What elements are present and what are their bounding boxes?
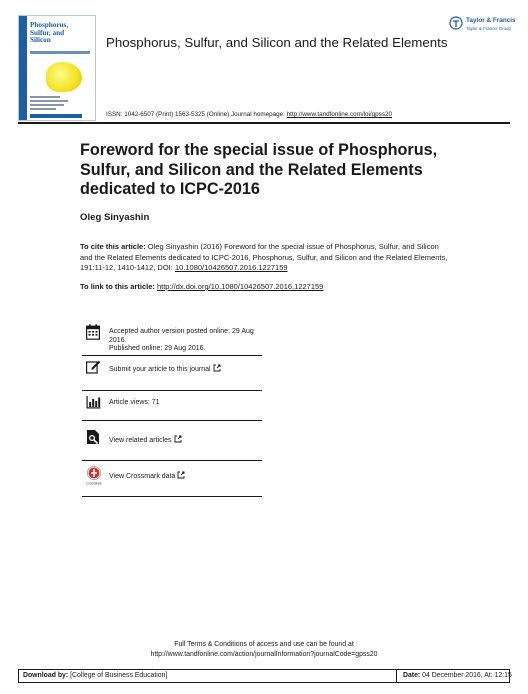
info-row-dates: [82, 318, 262, 356]
calendar-icon: [86, 324, 100, 340]
article-title: Foreword for the special issue of Phosphorus, Sulfur, and Silicon and the Related Elements dedicated to ICPC-2016: [80, 141, 438, 198]
cover-text-line: [30, 104, 64, 106]
cover-title: Phosphorus, Sulfur, and Silicon: [30, 21, 69, 45]
download-value: [College of Business Education]: [68, 672, 168, 679]
article-doi-link[interactable]: http://dx.doi.org/10.1080/10426507.2016.1227159: [156, 282, 324, 291]
publisher-group: Taylor & Francis Group: [466, 26, 511, 31]
journal-title: Phosphorus, Sulfur, and Silicon and the Related Elements: [106, 35, 448, 50]
article-link-line: [80, 282, 323, 291]
cite-doi-link[interactable]: 10.1080/10426507.2016.1227159: [174, 263, 288, 273]
cover-publisher-strip: [30, 114, 82, 118]
header-rule: [18, 122, 510, 124]
cover-text-line: [30, 100, 68, 102]
edit-icon: [86, 360, 101, 374]
link-label: To link to this article:: [80, 282, 157, 291]
submit-article-link[interactable]: Submit your article to this journal: [109, 364, 221, 375]
crossmark-link[interactable]: View Crossmark data: [109, 471, 185, 482]
date-label: Date:: [403, 672, 421, 679]
download-date: [403, 672, 512, 679]
info-row-related[interactable]: [82, 420, 262, 461]
info-row-submit[interactable]: [82, 355, 262, 391]
publisher-name: Taylor & Francis: [466, 17, 516, 24]
cover-text-line: [30, 96, 60, 98]
external-link-icon: [213, 364, 221, 372]
download-by: [23, 672, 167, 679]
terms-url[interactable]: http://www.tandfonline.com/action/journalInformation?journalCode=gpss20: [150, 650, 378, 658]
issn-line: [106, 111, 392, 118]
cover-text-line: [30, 108, 56, 110]
info-row-crossmark[interactable]: [82, 460, 262, 497]
author-name: Oleg Sinyashin: [80, 212, 150, 223]
cover-band: [19, 16, 27, 120]
terms-notice: [0, 640, 528, 659]
external-link-icon: [177, 471, 185, 479]
cover-crystal-image: [46, 62, 82, 92]
download-footer: [18, 669, 510, 683]
dates-text: [109, 328, 261, 354]
cite-text: Oleg Sinyashin (2016) Foreword for the special issue of Phosphorus, Sulfur, and Silicon and the Related Elements dedicated to ICPC-2016, Phosphorus, Sulfur, and Silicon and the Related Elements, 191:11-12, 1410-1412, DOI:: [80, 242, 448, 273]
download-label: Download by:: [23, 672, 69, 679]
crossmark-icon: [86, 466, 102, 486]
related-articles-link[interactable]: View related articles: [109, 435, 182, 446]
date-value: 04 December 2016, At: 12:15: [420, 672, 512, 679]
article-views: Article views: 71: [109, 399, 160, 406]
accepted-date: Accepted author version posted online: 29 Aug 2016.: [109, 328, 254, 344]
bar-chart-icon: [86, 396, 101, 409]
crossmark-caption: CrossMark: [86, 481, 102, 486]
published-date: Published online: 29 Aug 2016.: [109, 345, 206, 353]
journal-cover-image: [18, 15, 96, 121]
publisher-logo-icon: [449, 16, 463, 30]
cite-label: To cite this article:: [80, 242, 146, 251]
publisher-logo: [449, 15, 515, 37]
info-row-views: [82, 390, 262, 421]
issn-text: ISSN: 1042-6507 (Print) 1563-5325 (Online) Journal homepage:: [106, 111, 287, 118]
footer-divider: [396, 670, 397, 682]
journal-homepage-link[interactable]: http://www.tandfonline.com/loi/gpss20: [286, 111, 392, 118]
terms-line: Full Terms & Conditions of access and use can be found at: [174, 641, 354, 648]
cover-subtitle-bar: [30, 51, 90, 54]
external-link-icon: [174, 435, 182, 443]
related-articles-icon: [86, 429, 100, 445]
citation-block: [80, 242, 452, 274]
